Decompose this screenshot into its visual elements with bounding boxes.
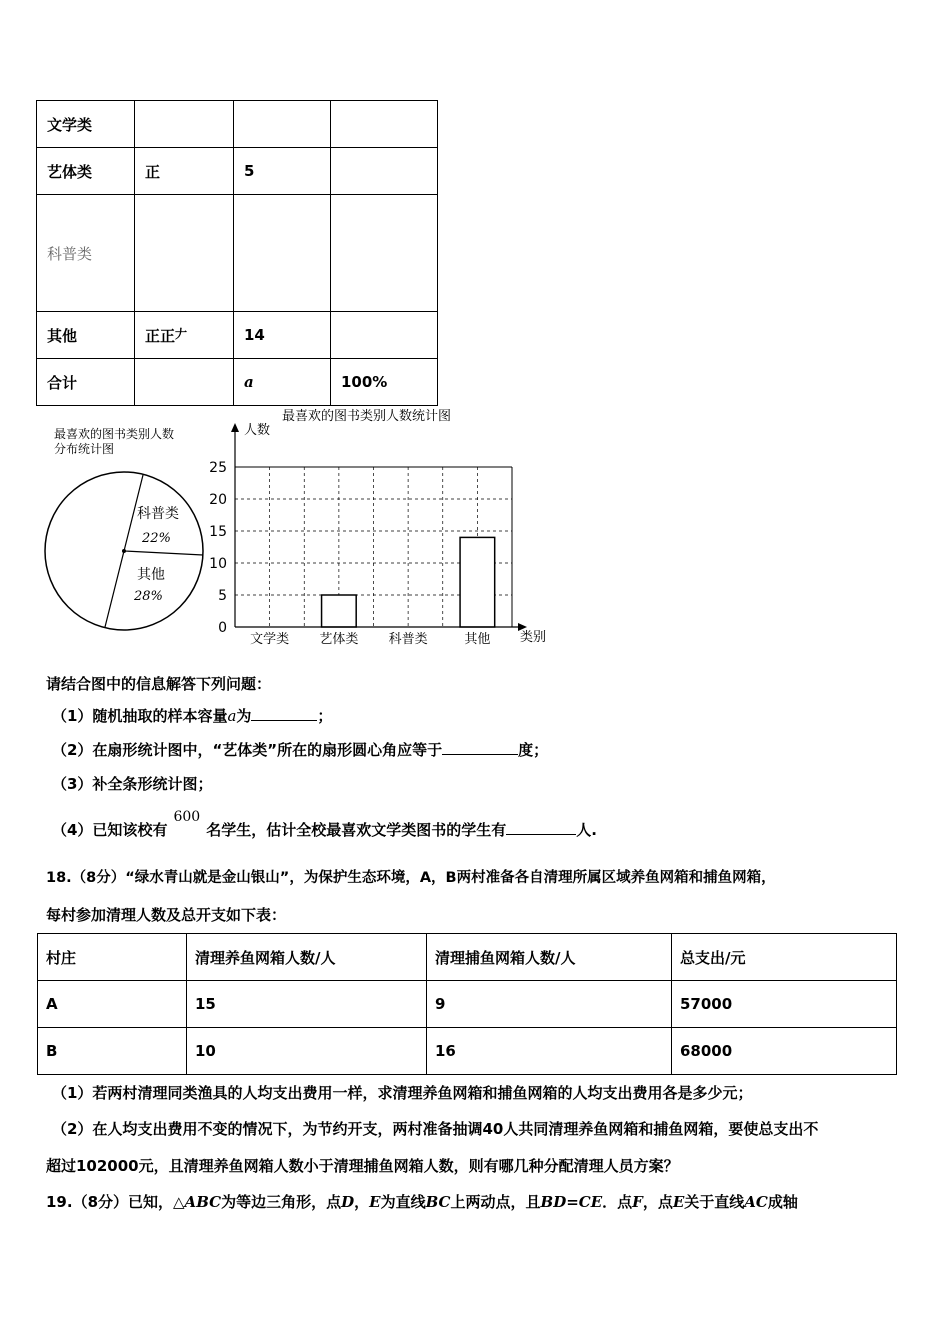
pie-divider (124, 551, 203, 555)
y-axis-arrow (231, 423, 239, 432)
answer-blank[interactable] (506, 820, 576, 835)
cell: 68000 (672, 1028, 897, 1075)
answer-blank[interactable] (251, 706, 317, 721)
table-row (37, 148, 438, 195)
y-tick-label: 20 (209, 492, 227, 508)
q1-text: （1）随机抽取的样本容量 (52, 707, 228, 725)
problem-18-line2: 每村参加清理人数及总开支如下表： (46, 906, 287, 924)
category-cell: 文学类 (37, 101, 135, 148)
bar-chart-title: 最喜欢的图书类别人数统计图 (282, 409, 452, 424)
category-cell: 合计 (37, 359, 135, 406)
tally-cell (135, 195, 234, 312)
cell: 16 (427, 1028, 672, 1075)
problem-19-line1 (46, 1191, 798, 1212)
p19-text: ，点 (642, 1193, 673, 1211)
problem-18-sub2-line1: （2）在人均支出费用不变的情况下，为节约开支，两村准备抽调40人共同清理养鱼网箱和捕鱼网箱，要使总支出不 (52, 1120, 819, 1138)
tally-cell (135, 359, 234, 406)
pie-center (122, 549, 126, 553)
table-row (38, 1028, 897, 1075)
q4-text-b: 名学生，估计全校最喜欢文学类图书的学生有 (206, 821, 507, 839)
tally-text: 正正 (145, 326, 176, 345)
cell: B (38, 1028, 187, 1075)
percent-cell (331, 148, 438, 195)
y-tick-label: 5 (218, 588, 227, 604)
pie-label-kepu: 科普类 (137, 506, 179, 522)
pie-pct-kepu: 22% (142, 531, 171, 546)
q4-num: 600 (173, 809, 201, 825)
pie-chart (36, 420, 226, 645)
p19-triangle: △ABC (173, 1193, 222, 1211)
table-row (37, 195, 438, 312)
cell: 15 (187, 981, 427, 1028)
bar-chart (200, 405, 560, 655)
pie-pct-other: 28% (134, 589, 163, 604)
q1-end: ； (317, 707, 333, 725)
q2-text: （2）在扇形统计图中，“艺体类”所在的扇形圆心角应等于 (52, 741, 443, 759)
category-cell: 艺体类 (37, 148, 135, 195)
count-cell: a (234, 359, 331, 406)
header-cell: 总支出/元 (672, 934, 897, 981)
bar (322, 595, 357, 627)
x-axis-label: 类别 (520, 630, 547, 645)
question-1 (52, 705, 332, 726)
p19-var: D (341, 1193, 355, 1211)
p19-text: 19.（8分）已知， (46, 1193, 174, 1211)
p19-text: 关于直线 (684, 1193, 745, 1211)
p19-var: BC (425, 1193, 451, 1211)
p19-text: 为直线 (380, 1193, 426, 1211)
answer-blank[interactable] (442, 740, 518, 755)
q2-end: 度； (518, 741, 549, 759)
y-ticks (209, 460, 227, 636)
question-4 (52, 809, 597, 840)
village-table (37, 933, 897, 1075)
table-row (37, 359, 438, 406)
y-tick-label: 10 (209, 556, 227, 572)
pie-title-line2: 分布统计图 (54, 442, 115, 456)
y-tick-label: 0 (218, 620, 227, 636)
questions-intro: 请结合图中的信息解答下列问题： (46, 675, 272, 693)
category-cell: 其他 (37, 312, 135, 359)
x-tick-label: 其他 (464, 632, 491, 647)
p19-text: 为等边三角形，点 (221, 1193, 342, 1211)
p19-text: ， (354, 1193, 370, 1211)
problem-18-sub1: （1）若两村清理同类渔具的人均支出费用一样，求清理养鱼网箱和捕鱼网箱的人均支出费用各是多少元； (52, 1084, 753, 1102)
count-cell: 14 (234, 312, 331, 359)
table-header-row (38, 934, 897, 981)
cell: A (38, 981, 187, 1028)
count-cell: 5 (234, 148, 331, 195)
x-ticks (250, 631, 490, 647)
question-3: （3）补全条形统计图； (52, 775, 213, 793)
category-cell: 科普类 (37, 195, 135, 312)
count-cell (234, 101, 331, 148)
tally-partial: 𠂇 (175, 326, 188, 341)
p19-var: E (369, 1193, 381, 1211)
pie-title-line1: 最喜欢的图书类别人数 (54, 427, 175, 441)
x-tick-label: 艺体类 (319, 632, 359, 647)
tally-cell (135, 101, 234, 148)
percent-cell (331, 101, 438, 148)
tally-cell (135, 312, 234, 359)
count-cell (234, 195, 331, 312)
percent-cell (331, 312, 438, 359)
pie-label-other: 其他 (137, 567, 165, 583)
p19-var: E (672, 1193, 685, 1211)
x-tick-label: 文学类 (250, 632, 290, 647)
header-cell: 清理捕鱼网箱人数/人 (427, 934, 672, 981)
q1-text-b: 为 (236, 707, 252, 725)
y-tick-label: 15 (209, 524, 227, 540)
cell: 57000 (672, 981, 897, 1028)
p19-text: ．点 (602, 1193, 633, 1211)
x-tick-label: 科普类 (388, 632, 428, 647)
y-tick-label: 25 (209, 460, 227, 476)
table-row (38, 981, 897, 1028)
q4-end: 人. (576, 821, 597, 839)
p19-var: F (632, 1193, 643, 1211)
table-row (37, 312, 438, 359)
y-axis-label: 人数 (244, 423, 271, 438)
table-row (37, 101, 438, 148)
header-cell: 清理养鱼网箱人数/人 (187, 934, 427, 981)
percent-cell: 100% (331, 359, 438, 406)
p19-text: 成轴 (767, 1193, 798, 1211)
q1-var: a (227, 707, 237, 725)
cell: 10 (187, 1028, 427, 1075)
header-cell: 村庄 (38, 934, 187, 981)
cell: 9 (427, 981, 672, 1028)
question-2 (52, 739, 548, 760)
p19-eq: BD=CE (540, 1193, 603, 1211)
problem-18-line1: 18.（8分）“绿水青山就是金山银山”，为保护生态环境，A，B两村准备各自清理所属区域养鱼网箱和捕鱼网箱， (46, 870, 776, 886)
p19-var: AC (744, 1193, 768, 1211)
bar (460, 537, 495, 627)
tally-table (36, 100, 438, 406)
p19-text: 上两动点，且 (450, 1193, 541, 1211)
problem-18-sub2-line2: 超过102000元，且清理养鱼网箱人数小于清理捕鱼网箱人数，则有哪几种分配清理人员方案？ (46, 1157, 679, 1175)
percent-cell (331, 195, 438, 312)
tally-cell: 正 (135, 148, 234, 195)
q4-text: （4）已知该校有 (52, 821, 168, 839)
